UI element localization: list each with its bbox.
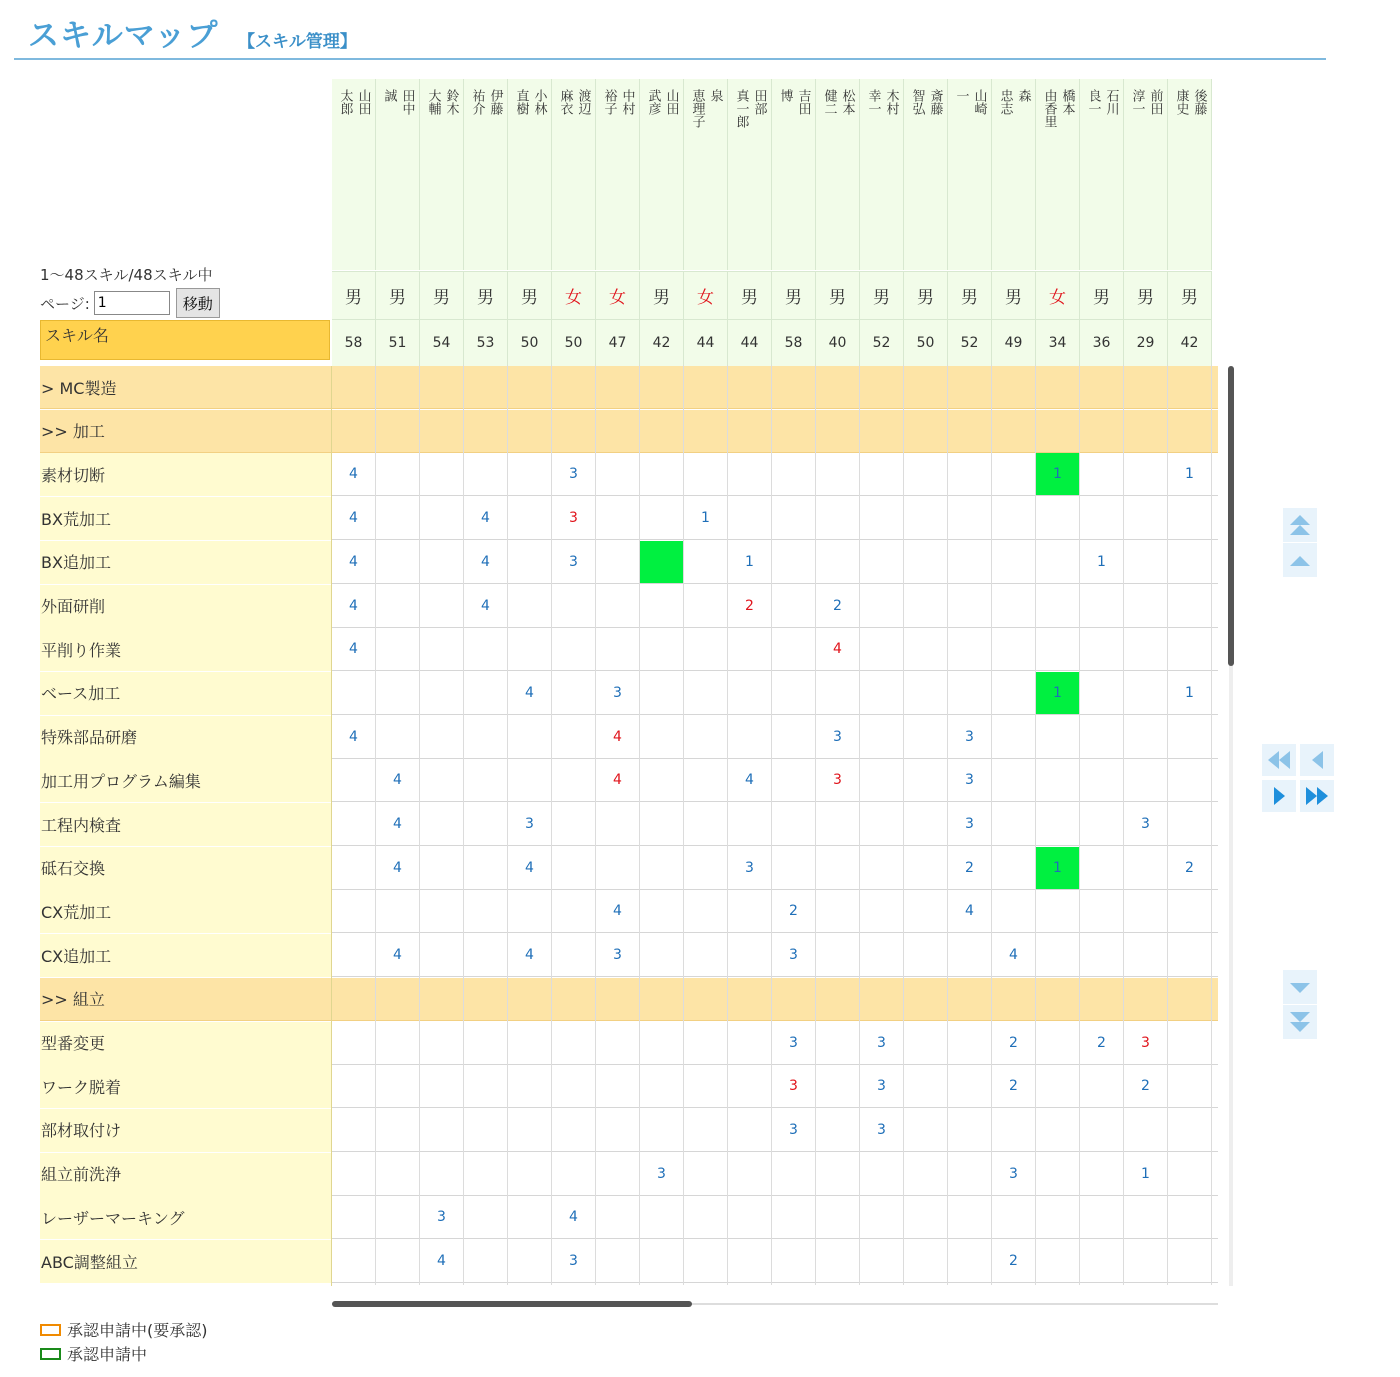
skill-level-cell[interactable]: 4	[613, 728, 622, 745]
skill-level-cell[interactable]: 3	[569, 553, 578, 570]
category-row	[332, 410, 1218, 453]
family-name: 山崎	[971, 89, 987, 115]
scroll-down-button[interactable]	[1283, 970, 1317, 1004]
skill-level-cell[interactable]: 2	[1185, 859, 1194, 876]
skill-level-cell[interactable]: 2	[833, 597, 842, 614]
person-sex: 女	[684, 271, 728, 319]
skill-level-cell[interactable]: 3	[965, 728, 974, 745]
person-name-header[interactable]	[596, 79, 640, 270]
skill-level-cell[interactable]: 2	[1009, 1034, 1018, 1051]
family-name: 中村	[619, 89, 635, 115]
skill-level-cell[interactable]: 4	[525, 859, 534, 876]
skill-level-cell[interactable]: 1	[1141, 1165, 1150, 1182]
person-sex: 女	[1036, 271, 1080, 319]
skill-level-cell[interactable]: 4	[393, 859, 402, 876]
person-sex: 男	[904, 271, 948, 319]
skill-label[interactable]: レーザーマーキング	[40, 1196, 331, 1239]
given-name: 武彦	[645, 89, 661, 115]
family-name: 松本	[839, 89, 855, 115]
person-name-header[interactable]	[464, 79, 508, 270]
skill-count-text: 1〜48スキル/48スキル中	[40, 266, 213, 284]
skill-level-cell[interactable]: 4	[481, 510, 490, 527]
person-age: 47	[596, 319, 640, 366]
left-icon	[1306, 749, 1328, 771]
skill-label[interactable]: 組立前洗浄	[40, 1153, 331, 1196]
person-age: 58	[332, 319, 376, 366]
person-age: 53	[464, 319, 508, 366]
person-sex: 男	[1080, 271, 1124, 319]
scroll-up-button[interactable]	[1283, 543, 1317, 577]
skill-level-cell-highlighted[interactable]: 1	[1036, 453, 1079, 495]
person-age: 36	[1080, 319, 1124, 366]
given-name: 大輔	[425, 89, 441, 115]
skill-level-cell[interactable]: 1	[745, 553, 754, 570]
person-age: 44	[684, 319, 728, 366]
skill-name-header: スキル名	[40, 320, 330, 360]
skill-level-cell[interactable]: 1	[1097, 553, 1106, 570]
person-age: 29	[1124, 319, 1168, 366]
skill-label[interactable]: ベース加工	[40, 672, 331, 715]
person-age: 51	[376, 319, 420, 366]
column-divider	[727, 365, 728, 1285]
given-name: 淳一	[1129, 89, 1145, 115]
skill-level-cell[interactable]: 3	[965, 816, 974, 832]
person-sex: 男	[948, 271, 992, 319]
family-name: 石川	[1103, 89, 1119, 115]
person-sex: 男	[420, 271, 464, 319]
family-name: 山田	[663, 89, 679, 115]
person-sex: 男	[728, 271, 772, 319]
skill-level-cell[interactable]: 2	[745, 597, 754, 614]
family-name: 前田	[1147, 89, 1163, 115]
person-age: 52	[860, 319, 904, 366]
person-name-header[interactable]	[772, 79, 816, 270]
given-name: 康史	[1173, 89, 1189, 115]
category-row	[332, 978, 1218, 1021]
skill-label[interactable]: ワーク脱着	[40, 1065, 331, 1108]
scroll-bottom-button[interactable]	[1283, 1005, 1317, 1039]
skill-row	[332, 1240, 1218, 1283]
category-label[interactable]: >> 加工	[40, 410, 331, 453]
skill-label[interactable]: 砥石交換	[40, 847, 331, 890]
page-header	[14, 0, 1326, 60]
double-up-icon	[1288, 513, 1312, 537]
given-name: 幸一	[865, 89, 881, 115]
given-name: 真一郎	[733, 89, 749, 128]
skill-row	[332, 628, 1218, 671]
family-name: 渡辺	[575, 89, 591, 115]
person-age: 34	[1036, 319, 1080, 366]
horizontal-scrollbar[interactable]	[332, 1301, 692, 1307]
person-name-header[interactable]	[508, 79, 552, 270]
skill-level-cell[interactable]: 4	[525, 684, 534, 701]
skill-label[interactable]: 素材切断	[40, 453, 331, 496]
family-name: 田中	[399, 89, 415, 115]
family-name: 森	[1015, 89, 1031, 102]
page-input[interactable]	[94, 291, 170, 315]
skill-level-cell[interactable]: 3	[833, 728, 842, 745]
skill-label[interactable]: 型番変更	[40, 1022, 331, 1065]
scroll-right-button[interactable]	[1262, 780, 1296, 812]
category-label[interactable]: > MC製造	[40, 366, 331, 409]
person-name-header[interactable]	[816, 79, 860, 270]
person-sex: 男	[772, 271, 816, 319]
person-name-header[interactable]	[904, 79, 948, 270]
skill-label[interactable]: 部材取付け	[40, 1109, 331, 1152]
person-sex: 女	[596, 271, 640, 319]
legend-pending-approval	[40, 1318, 208, 1341]
skill-level-cell[interactable]: 3	[525, 816, 534, 832]
person-age: 44	[728, 319, 772, 366]
skill-level-cell[interactable]: 4	[393, 772, 402, 789]
person-age: 50	[508, 319, 552, 366]
person-age: 40	[816, 319, 860, 366]
skill-level-cell[interactable]: 2	[965, 859, 974, 876]
scroll-left-button[interactable]	[1300, 744, 1334, 776]
given-name: 由香里	[1041, 89, 1057, 128]
skill-level-cell[interactable]: 3	[789, 1078, 798, 1095]
column-divider	[1167, 365, 1168, 1285]
move-button[interactable]: 移動	[176, 288, 220, 318]
skill-row	[332, 1196, 1218, 1239]
skill-level-cell-highlighted[interactable]: 1	[1036, 672, 1079, 714]
skill-level-cell[interactable]: 1	[1185, 466, 1194, 483]
skill-label[interactable]: 加工用プログラム編集	[40, 759, 331, 802]
skill-level-cell[interactable]: 4	[481, 597, 490, 614]
skill-level-cell[interactable]: 4	[393, 816, 402, 832]
legend-label: 承認申請中(要承認)	[67, 1321, 208, 1340]
skill-level-cell[interactable]: 3	[877, 1121, 886, 1138]
right-icon	[1268, 785, 1290, 807]
skill-level-cell[interactable]: 4	[349, 728, 358, 745]
skill-level-cell[interactable]: 3	[745, 859, 754, 876]
person-age: 49	[992, 319, 1036, 366]
given-name: 直樹	[513, 89, 529, 115]
skill-row	[332, 672, 1218, 715]
person-sex: 男	[640, 271, 684, 319]
given-name: 智弘	[909, 89, 925, 115]
skill-level-cell[interactable]: 2	[789, 903, 798, 920]
given-name: 太郎	[337, 89, 353, 115]
person-sex: 男	[816, 271, 860, 319]
skill-level-cell[interactable]: 3	[1141, 816, 1150, 832]
person-age: 58	[772, 319, 816, 366]
skill-level-cell[interactable]: 2	[1009, 1253, 1018, 1269]
page-title: スキルマップ	[28, 18, 219, 54]
person-name-header[interactable]	[1168, 79, 1212, 270]
scroll-top-button[interactable]	[1283, 508, 1317, 542]
person-sex: 男	[992, 271, 1036, 319]
family-name: 泉	[707, 89, 723, 102]
skill-level-cell[interactable]: 4	[613, 903, 622, 920]
person-name-header[interactable]	[860, 79, 904, 270]
skill-level-cell[interactable]: 3	[569, 510, 578, 527]
column-divider	[1035, 365, 1036, 1285]
person-sex: 男	[332, 271, 376, 319]
skill-level-cell[interactable]: 3	[965, 772, 974, 789]
person-age: 54	[420, 319, 464, 366]
column-divider	[419, 365, 420, 1285]
up-icon	[1288, 548, 1312, 572]
given-name: 麻衣	[557, 89, 573, 115]
column-divider	[595, 365, 596, 1285]
person-name-header[interactable]	[420, 79, 464, 270]
family-name: 田部	[751, 89, 767, 115]
person-sex: 男	[1124, 271, 1168, 319]
skill-level-cell[interactable]: 4	[393, 947, 402, 964]
skill-label[interactable]: CX荒加工	[40, 890, 331, 933]
given-name: 裕子	[601, 89, 617, 115]
family-name: 鈴木	[443, 89, 459, 115]
family-name: 橋本	[1059, 89, 1075, 115]
skill-level-cell[interactable]: 4	[437, 1253, 446, 1269]
skill-row	[332, 1153, 1218, 1196]
given-name: 健二	[821, 89, 837, 115]
person-name-header[interactable]	[640, 79, 684, 270]
family-name: 山田	[355, 89, 371, 115]
skill-level-cell[interactable]: 4	[745, 772, 754, 789]
family-name: 後藤	[1191, 89, 1207, 115]
skill-level-cell[interactable]: 4	[833, 641, 842, 658]
skill-level-cell[interactable]: 2	[1009, 1078, 1018, 1095]
person-name-header[interactable]	[332, 79, 376, 270]
skill-level-cell[interactable]: 4	[349, 466, 358, 483]
person-age: 50	[904, 319, 948, 366]
person-sex: 男	[860, 271, 904, 319]
skill-label[interactable]: ABC調整組立	[40, 1240, 331, 1283]
skill-level-cell[interactable]: 1	[1185, 684, 1194, 701]
skill-label[interactable]: 平削り作業	[40, 628, 331, 671]
skill-level-cell[interactable]: 4	[349, 641, 358, 658]
skill-level-cell[interactable]: 3	[789, 1121, 798, 1138]
skill-level-cell[interactable]: 2	[1097, 1034, 1106, 1051]
legend-swatch	[40, 1324, 61, 1336]
skill-level-cell[interactable]: 4	[965, 903, 974, 920]
person-name-header[interactable]	[376, 79, 420, 270]
given-name: 祐介	[469, 89, 485, 115]
skill-level-cell[interactable]: 3	[613, 684, 622, 701]
skill-level-cell[interactable]: 3	[613, 947, 622, 964]
skill-level-cell[interactable]: 3	[877, 1078, 886, 1095]
person-age: 52	[948, 319, 992, 366]
person-age: 42	[1168, 319, 1212, 366]
category-label[interactable]: >> 組立	[40, 978, 331, 1021]
down-icon	[1288, 975, 1312, 999]
person-name-header[interactable]	[1124, 79, 1168, 270]
person-name-header[interactable]	[992, 79, 1036, 270]
family-name: 小林	[531, 89, 547, 115]
skill-level-cell[interactable]: 3	[569, 1253, 578, 1269]
skill-row	[332, 453, 1218, 496]
skill-level-cell[interactable]: 3	[569, 466, 578, 483]
person-name-header[interactable]	[728, 79, 772, 270]
skill-level-cell[interactable]: 4	[525, 947, 534, 964]
person-sex: 男	[508, 271, 552, 319]
skill-level-cell[interactable]: 4	[569, 1209, 578, 1226]
skill-level-cell[interactable]: 3	[877, 1034, 886, 1051]
legend-label: 承認申請中	[67, 1345, 148, 1364]
skill-row	[332, 847, 1218, 890]
person-name-header[interactable]	[552, 79, 596, 270]
person-name-header[interactable]	[1036, 79, 1080, 270]
person-sex: 男	[464, 271, 508, 319]
skill-level-cell[interactable]: 3	[437, 1209, 446, 1226]
given-name: 博	[777, 89, 793, 102]
skill-row	[332, 716, 1218, 759]
given-name: 一	[953, 89, 969, 102]
person-sex: 男	[376, 271, 420, 319]
family-name: 吉田	[795, 89, 811, 115]
column-divider	[991, 365, 992, 1285]
skill-row	[332, 803, 1218, 846]
skill-label[interactable]: 工程内検査	[40, 803, 331, 846]
skill-grid	[332, 79, 1218, 1285]
person-age: 50	[552, 319, 596, 366]
legend-pending	[40, 1342, 147, 1365]
person-sex: 男	[1168, 271, 1212, 319]
pager	[40, 288, 220, 318]
scroll-leftmost-button[interactable]	[1262, 744, 1296, 776]
given-name: 良一	[1085, 89, 1101, 115]
skill-level-cell[interactable]: 3	[657, 1165, 666, 1182]
skill-level-cell[interactable]: 3	[1141, 1034, 1150, 1051]
column-divider	[815, 365, 816, 1285]
skill-row	[332, 759, 1218, 802]
person-name-header[interactable]	[948, 79, 992, 270]
skill-level-cell[interactable]: 3	[789, 1034, 798, 1051]
column-divider	[639, 365, 640, 1285]
person-sex: 女	[552, 271, 596, 319]
skill-level-cell[interactable]: 4	[613, 772, 622, 789]
skill-level-cell[interactable]: 4	[1009, 947, 1018, 964]
skill-level-cell[interactable]: 4	[349, 510, 358, 527]
person-name-header[interactable]	[1080, 79, 1124, 270]
column-divider	[1211, 365, 1212, 1285]
double-right-icon	[1304, 785, 1330, 807]
skill-level-cell-highlighted[interactable]	[640, 541, 683, 583]
vertical-scrollbar[interactable]	[1228, 366, 1234, 666]
column-divider	[903, 365, 904, 1285]
person-age: 42	[640, 319, 684, 366]
family-name: 斎藤	[927, 89, 943, 115]
family-name: 木村	[883, 89, 899, 115]
given-name: 恵理子	[689, 89, 705, 128]
skill-level-cell[interactable]: 3	[789, 947, 798, 964]
double-down-icon	[1288, 1010, 1312, 1034]
skill-level-cell[interactable]: 1	[701, 510, 710, 527]
skill-level-cell[interactable]: 3	[1009, 1165, 1018, 1182]
skill-label[interactable]: BX荒加工	[40, 497, 331, 540]
skill-level-cell[interactable]: 3	[833, 772, 842, 789]
column-divider	[1079, 365, 1080, 1285]
person-name-header[interactable]	[684, 79, 728, 270]
given-name: 誠	[381, 89, 397, 102]
skill-level-cell[interactable]: 2	[1141, 1078, 1150, 1095]
skill-level-cell-highlighted[interactable]: 1	[1036, 847, 1079, 889]
skill-label[interactable]: 特殊部品研磨	[40, 716, 331, 759]
skill-level-cell[interactable]: 4	[481, 553, 490, 570]
skill-label[interactable]: CX追加工	[40, 934, 331, 977]
skill-label[interactable]: BX追加工	[40, 541, 331, 584]
given-name: 忠志	[997, 89, 1013, 115]
skill-label[interactable]: 外面研削	[40, 585, 331, 628]
scroll-rightmost-button[interactable]	[1300, 780, 1334, 812]
family-name: 伊藤	[487, 89, 503, 115]
category-row	[332, 366, 1218, 409]
page-subtitle: 【スキル管理】	[238, 32, 357, 52]
skill-level-cell[interactable]: 4	[349, 597, 358, 614]
double-left-icon	[1266, 749, 1292, 771]
skill-level-cell[interactable]: 4	[349, 553, 358, 570]
page-label: ページ:	[40, 294, 90, 313]
legend-swatch	[40, 1348, 61, 1360]
